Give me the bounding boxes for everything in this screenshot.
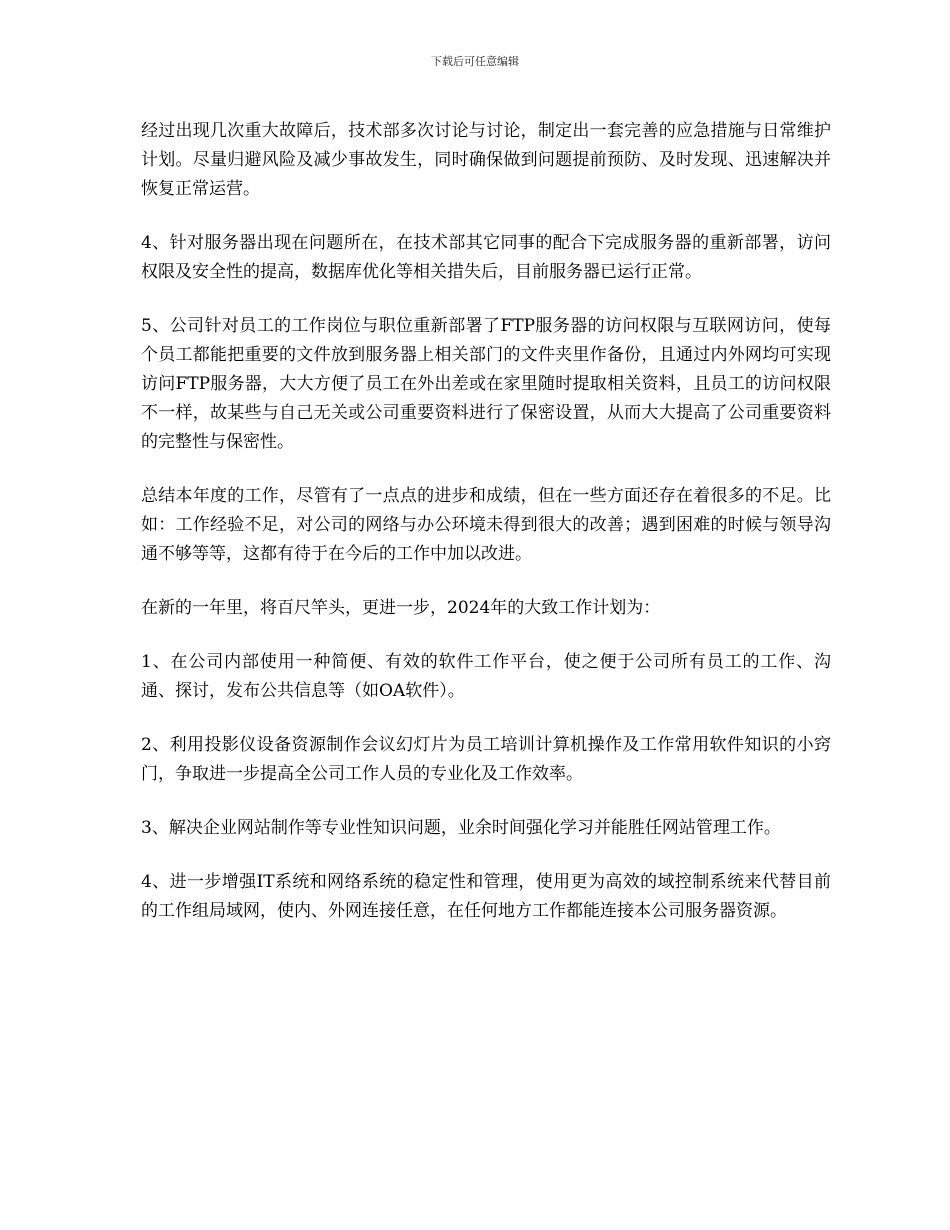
- paragraph-server-redeploy: 4、针对服务器出现在问题所在，在技术部其它同事的配合下完成服务器的重新部署，访问权限及安全性的提高，数据库优化等相关措失后，目前服务器已运行正常。: [141, 233, 831, 282]
- document-body: [141, 117, 831, 951]
- paragraph-emergency-plan: 经过出现几次重大故障后，技术部多次讨论与讨论，制定出一套完善的应急措施与日常维护计划。尽量归避风险及减少事故发生，同时确保做到问题提前预防、及时发现、迅速解决并恢复正常运营。: [141, 121, 831, 199]
- paragraph-plan-item-1: 1、在公司内部使用一种简便、有效的软件工作平台，使之便于公司所有员工的工作、沟通、探讨，发布公共信息等（如OA软件）。: [141, 652, 831, 701]
- paragraph-plan-item-3: 3、解决企业网站制作等专业性知识问题，业余时间强化学习并能胜任网站管理工作。: [141, 818, 781, 838]
- paragraph-plan-item-4: 4、进一步增强IT系统和网络系统的稳定性和管理，使用更为高效的域控制系统来代替目前的工作组局域网，使内、外网连接任意，在任何地方工作都能连接本公司服务器资源。: [141, 872, 831, 921]
- paragraph-year-summary: 总结本年度的工作，尽管有了一点点的进步和成绩，但在一些方面还存在着很多的不足。比如：工作经验不足，对公司的网络与办公环境未得到很大的改善；遇到困难的时候与领导沟通不够等等，这都有待于在今后的工作中加以改进。: [141, 486, 831, 564]
- paragraph-plan-item-2: 2、利用投影仪设备资源制作会议幻灯片为员工培训计算机操作及工作常用软件知识的小窍门，争取进一步提高全公司工作人员的专业化及工作效率。: [141, 735, 831, 784]
- page-header: 下载后可任意编辑: [431, 55, 519, 68]
- paragraph-plan-intro: 在新的一年里，将百尺竿头，更进一步，2024年的大致工作计划为：: [141, 598, 661, 618]
- paragraph-ftp-permissions: 5、公司针对员工的工作岗位与职位重新部署了FTP服务器的访问权限与互联网访问，使每个员工都能把重要的文件放到服务器上相关部门的文件夹里作备份，且通过内外网均可实现访问FTP服务器，大大方便了员工在外出差或在家里随时提取相关资料，且员工的访问权限不一样，故某些与自己无关或公司重要资料进行了保密设置，从而大大提高了公司重要资料的完整性与保密性。: [141, 316, 831, 452]
